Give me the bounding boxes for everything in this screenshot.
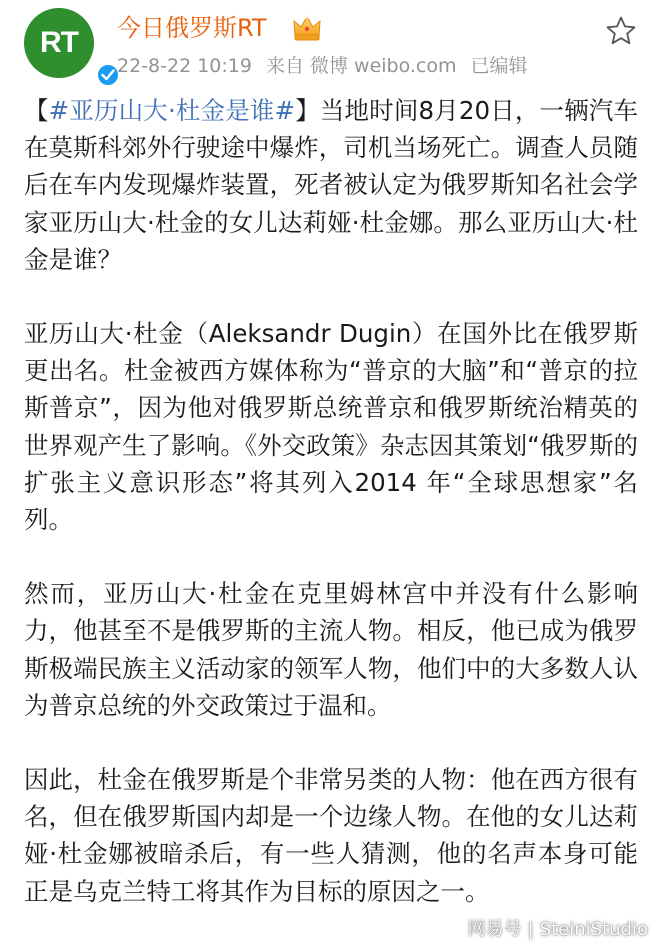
paragraph-1-text: 】当地时间8月20日，一辆汽车在莫斯科郊外行驶途中爆炸，司机当场死亡。调查人员随后在车内发现爆炸装置，死者被认定为俄罗斯知名社会学家亚历山大·杜金的女儿达莉娅·杜金娜。那么亚历山大·杜金是谁？ [24,96,639,274]
paragraph-3: 然而，亚历山大·杜金在克里姆林宫中并没有什么影响力，他甚至不是俄罗斯的主流人物。相反，他已成为俄罗斯极端民族主义活动家的领军人物，他们中的大多数人认为普京总统的外交政策过于温和。 [24,579,638,720]
paragraph-2: 亚历山大·杜金（Aleksandr Dugin）在国外比在俄罗斯更出名。杜金被西方媒体称为“普京的大脑”和“普京的拉斯普京”，因为他对俄罗斯总统普京和俄罗斯统治精英的世界观产生了影响。《外交政策》杂志因其策划“俄罗斯的扩张主义意识形态”将其列入2014 年“全球思想家”名列。 [24,319,638,535]
avatar[interactable] [24,8,94,78]
paragraph-4: 因此，杜金在俄罗斯是个非常另类的人物：他在西方很有名，但在俄罗斯国内却是一个边缘人物。在他的女儿达莉娅·杜金娜被暗杀后，有一些人猜测，他的名声本身可能正是乌克兰特工将其作为目标的原因之一。 [24,765,638,906]
star-outline-icon[interactable] [604,14,638,48]
post-header [0,0,660,92]
avatar-logo-text: RT [40,26,78,59]
post-body [24,92,638,947]
post-timestamp: 22-8-22 10:19 [117,55,252,77]
post-source-link[interactable]: 来自 微博 weibo.com [265,55,457,77]
username-link[interactable]: 今日俄罗斯RT [117,14,267,42]
watermark-brand: 网易号 [467,919,522,940]
watermark [468,916,648,944]
watermark-author: SteiniStudio [539,919,648,940]
checkmark-icon [101,69,115,81]
edited-label: 已编辑 [470,55,528,77]
post-meta [117,51,542,81]
crown-icon[interactable] [292,14,322,42]
topic-hashtag-link[interactable]: #亚历山大·杜金是谁# [48,96,296,125]
bracket-open: 【 [24,96,49,125]
watermark-separator: | [527,919,534,940]
paragraph-1 [24,92,638,278]
